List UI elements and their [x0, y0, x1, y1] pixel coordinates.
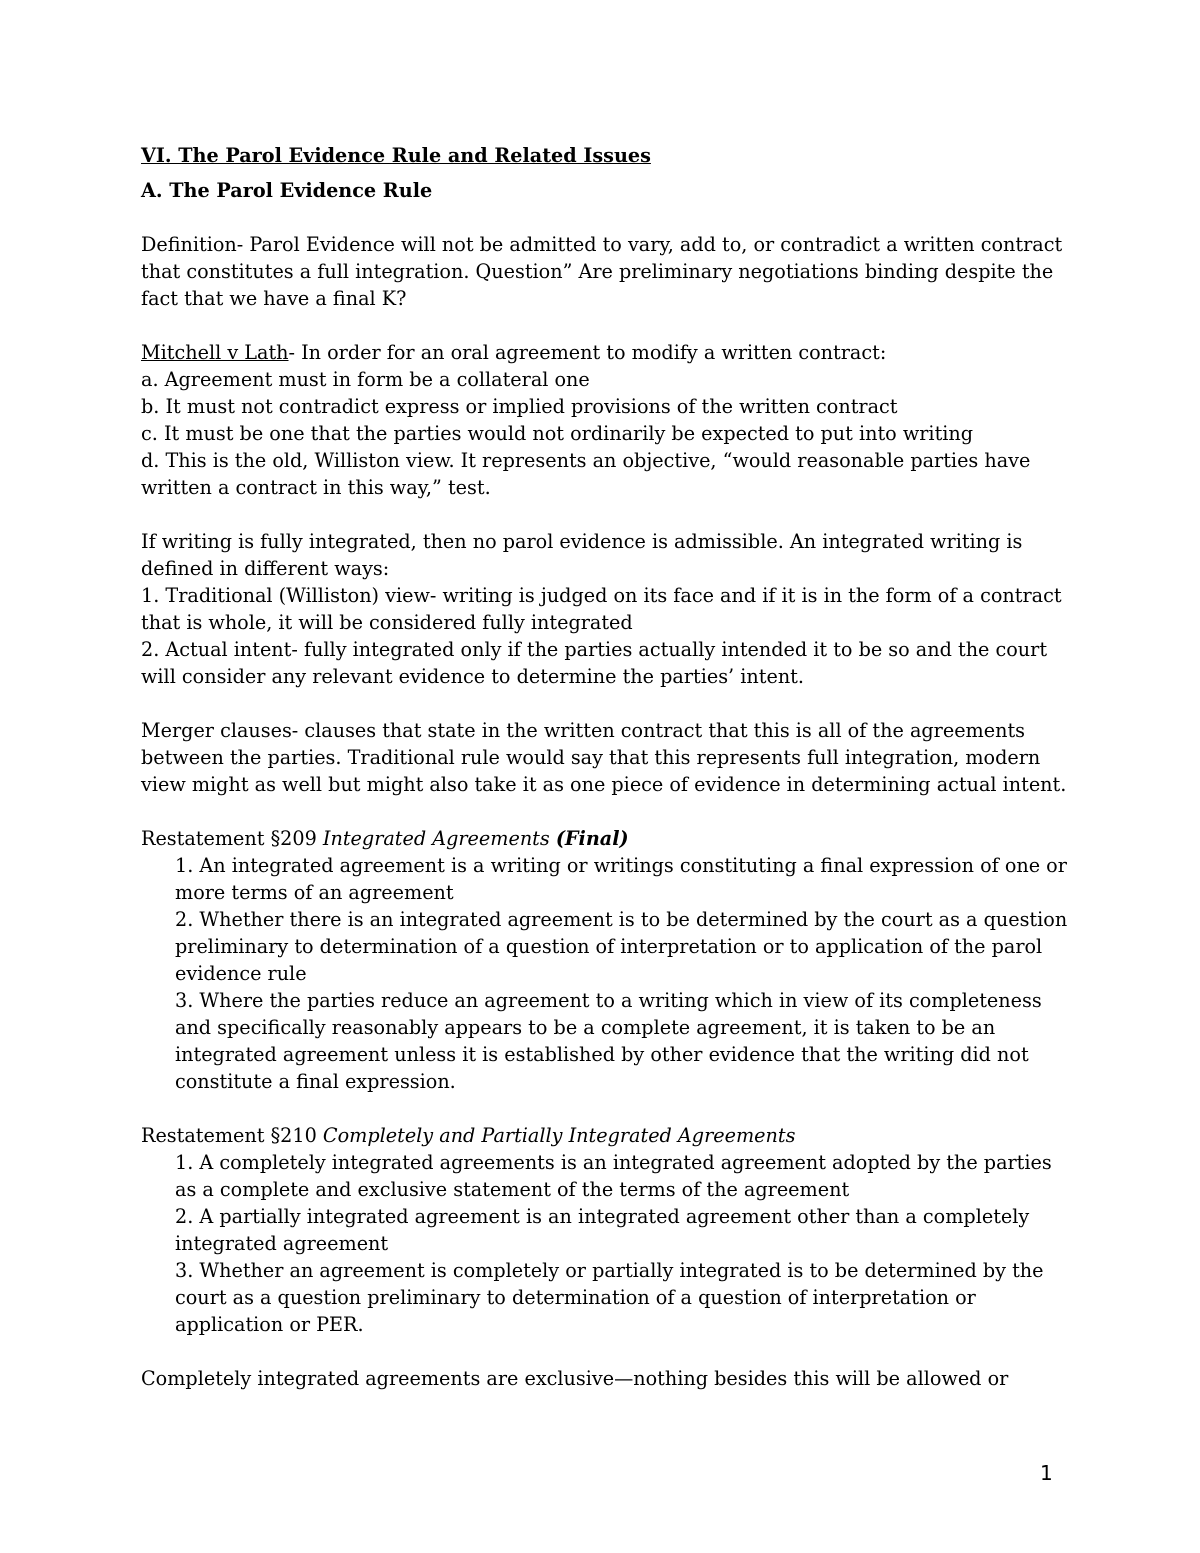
restatement-209-final: (Final)	[555, 827, 629, 850]
merger-paragraph: Merger clauses- clauses that state in the written contract that this is all of the agreements between the parties. Traditional rule would say that this represents full integration, modern view might as well but might also take it as one piece of evidence in determining actual intent.	[141, 719, 1067, 796]
list-item: a. Agreement must in form be a collateral one	[141, 368, 590, 391]
list-item: 2. A partially integrated agreement is an integrated agreement other than a completely integrated agreement	[175, 1205, 1030, 1255]
list-item: b. It must not contradict express or implied provisions of the written contract	[141, 395, 898, 418]
restatement-209-heading	[141, 825, 1071, 852]
section-heading: VI. The Parol Evidence Rule and Related Issues	[141, 144, 651, 167]
list-item: 1. A completely integrated agreements is an integrated agreement adopted by the parties as a complete and exclusive statement of the terms of the agreement	[175, 1151, 1052, 1201]
list-item: 1. Traditional (Williston) view- writing is judged on its face and if it is in the form of a contract that is whole, it will be considered fully integrated	[141, 584, 1062, 634]
restatement-210-title: Completely and Partially Integrated Agreements	[322, 1124, 796, 1147]
list-item: 3. Whether an agreement is completely or partially integrated is to be determined by the court as a question preliminary to determination of a question of interpretation or application or PER.	[175, 1259, 1044, 1336]
restatement-210-list	[141, 1149, 1071, 1338]
list-item: 2. Whether there is an integrated agreement is to be determined by the court as a question preliminary to determination of a question of interpretation or to application of the parol evidence rule	[175, 908, 1068, 985]
restatement-209-section	[141, 825, 1071, 1095]
mitchell-list	[141, 366, 1071, 501]
integration-intro: If writing is fully integrated, then no parol evidence is admissible. An integrated writing is defined in different ways:	[141, 530, 1023, 580]
restatement-210-label: Restatement §210	[141, 1124, 323, 1147]
case-name: Mitchell v Lath	[141, 341, 289, 364]
restatement-209-title: Integrated Agreements	[322, 827, 556, 850]
list-item: d. This is the old, Williston view. It represents an objective, “would reasonable parties have written a contract in this way,” test.	[141, 449, 1031, 499]
restatement-210-heading	[141, 1122, 1071, 1149]
subsection-heading: A. The Parol Evidence Rule	[141, 179, 433, 202]
list-item: 1. An integrated agreement is a writing or writings constituting a final expression of one or more terms of an agreement	[175, 854, 1067, 904]
restatement-209-list	[141, 852, 1071, 1095]
mitchell-intro	[141, 339, 1071, 366]
page-number: 1	[1040, 1461, 1053, 1485]
closing-paragraph: Completely integrated agreements are exclusive—nothing besides this will be allowed or	[141, 1367, 1009, 1390]
mitchell-intro-text: - In order for an oral agreement to modify a written contract:	[288, 341, 887, 364]
integration-list	[141, 582, 1071, 690]
restatement-210-section	[141, 1122, 1071, 1338]
mitchell-section	[141, 339, 1071, 501]
list-item: 2. Actual intent- fully integrated only if the parties actually intended it to be so and the court will consider any relevant evidence to determine the parties’ intent.	[141, 638, 1048, 688]
definition-paragraph: Definition- Parol Evidence will not be admitted to vary, add to, or contradict a written contract that constitutes a full integration. Question” Are preliminary negotiations binding despite the fact that we have a final K?	[141, 233, 1063, 310]
list-item: c. It must be one that the parties would not ordinarily be expected to put into writing	[141, 422, 974, 445]
integration-section	[141, 528, 1071, 690]
document-page	[141, 142, 1071, 1392]
list-item: 3. Where the parties reduce an agreement to a writing which in view of its completeness and specifically reasonably appears to be a complete agreement, it is taken to be an integrated agreement unless it is established by other evidence that the writing did not constitute a final expression.	[175, 989, 1042, 1093]
restatement-209-label: Restatement §209	[141, 827, 323, 850]
